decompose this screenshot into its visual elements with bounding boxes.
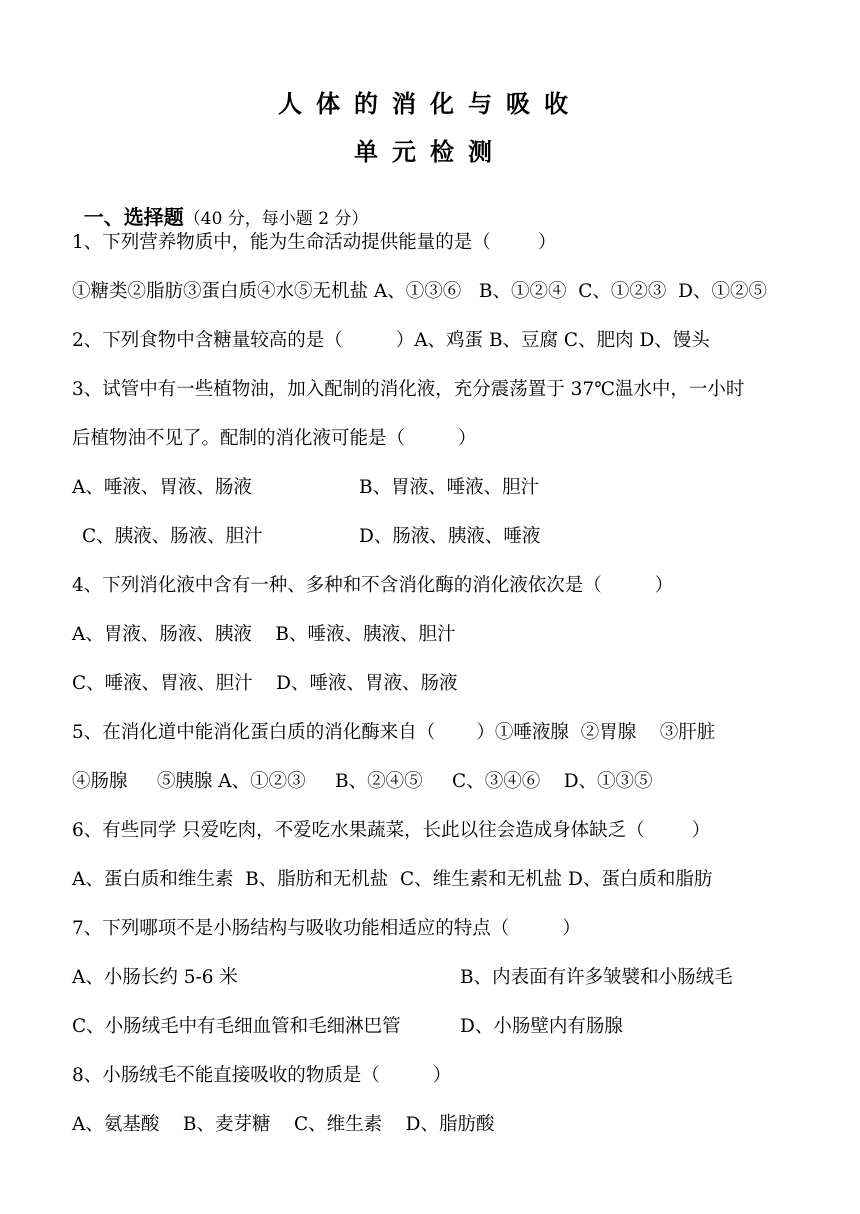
q1-stem: 1、下列营养物质中，能为生命活动提供能量的是（ ） <box>72 232 557 253</box>
q7-option-b: B、内表面有许多皱襞和小肠绒毛 <box>460 967 733 988</box>
q3-stem-line1: 3、试管中有一些植物油，加入配制的消化液，充分震荡置于 37℃温水中，一小时 <box>72 379 745 400</box>
page-title: 人体的消化与吸收 <box>278 90 582 118</box>
q3-option-d: D、肠液、胰液、唾液 <box>359 526 541 547</box>
q7-option-a: A、小肠长约 5-6 米 <box>72 967 238 988</box>
q7-option-d: D、小肠壁内有肠腺 <box>460 1016 623 1037</box>
section-note: （40 分，每小题 2 分） <box>183 209 369 229</box>
section-heading: 一、选择题 <box>83 205 184 229</box>
q7-option-c: C、小肠绒毛中有毛细血管和毛细淋巴管 <box>72 1016 401 1037</box>
q2-stem: 2、下列食物中含糖量较高的是（ ）A、鸡蛋 B、豆腐 C、肥肉 D、馒头 <box>72 330 710 351</box>
q5-stem: 5、在消化道中能消化蛋白质的消化酶来自（ ）①唾液腺 ②胃腺 ③肝脏 <box>72 722 716 743</box>
q3-option-a: A、唾液、胃液、肠液 <box>72 477 252 498</box>
q4-options-ab: A、胃液、肠液、胰液 B、唾液、胰液、胆汁 <box>72 624 456 645</box>
q3-stem-line2: 后植物油不见了。配制的消化液可能是（ ） <box>72 428 477 449</box>
q6-stem: 6、有些同学 只爱吃肉，不爱吃水果蔬菜，长此以往会造成身体缺乏（ ） <box>72 820 711 841</box>
q8-stem: 8、小肠绒毛不能直接吸收的物质是（ ） <box>72 1065 452 1086</box>
page-subtitle: 单元检测 <box>354 138 506 166</box>
q3-option-b: B、胃液、唾液、胆汁 <box>359 477 540 498</box>
q6-options: A、蛋白质和维生素 B、脂肪和无机盐 C、维生素和无机盐 D、蛋白质和脂肪 <box>72 869 713 890</box>
q7-stem: 7、下列哪项不是小肠结构与吸收功能相适应的特点（ ） <box>72 918 581 939</box>
q5-options: ④肠腺 ⑤胰腺 A、①②③ B、②④⑤ C、③④⑥ D、①③⑤ <box>72 771 653 792</box>
q4-stem: 4、下列消化液中含有一种、多种和不含消化酶的消化液依次是（ ） <box>72 575 674 596</box>
q4-options-cd: C、唾液、胃液、胆汁 D、唾液、胃液、肠液 <box>72 673 458 694</box>
section-header <box>72 181 368 231</box>
q1-options: ①糖类②脂肪③蛋白质④水⑤无机盐 A、①③⑥ B、①②④ C、①②③ D、①②⑤ <box>72 281 767 302</box>
q8-options: A、氨基酸 B、麦芽糖 C、维生素 D、脂肪酸 <box>72 1114 495 1135</box>
q3-option-c: C、胰液、肠液、胆汁 <box>82 526 263 547</box>
